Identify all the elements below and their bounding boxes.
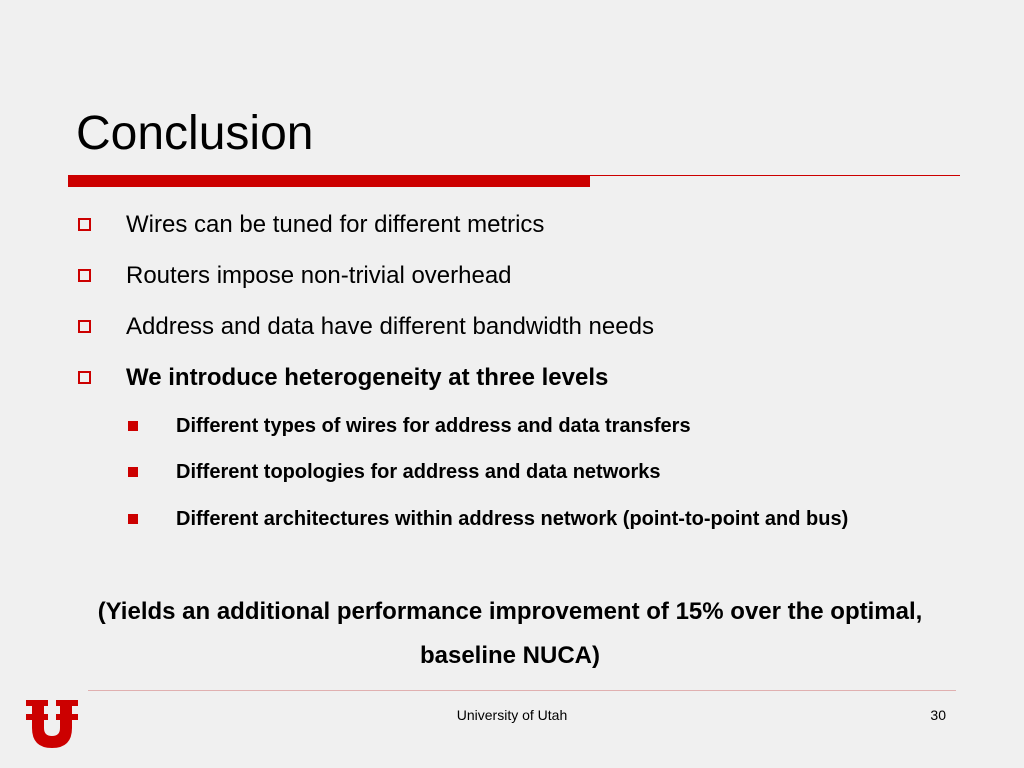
slide-title: Conclusion — [76, 107, 314, 160]
summary-note: (Yields an additional performance improvement of 15% over the optimal, baseline NUCA) — [97, 598, 923, 669]
filled-square-bullet-icon — [128, 514, 138, 524]
sub-bullet-text: Different topologies for address and data networks — [176, 461, 661, 483]
hollow-square-bullet-icon — [78, 320, 91, 333]
footer-divider — [88, 690, 956, 691]
bullet-text: We introduce heterogeneity at three levels — [126, 364, 609, 391]
bullet-text: Address and data have different bandwidth needs — [126, 313, 654, 340]
title-underline-thick — [68, 175, 590, 187]
bullet-text: Wires can be tuned for different metrics — [126, 211, 545, 238]
footer-institution: University of Utah — [456, 707, 568, 723]
hollow-square-bullet-icon — [78, 269, 91, 282]
title-underline-thin — [590, 175, 960, 176]
sub-bullet-text: Different architectures within address network (point-to-point and bus) — [176, 508, 849, 530]
hollow-square-bullet-icon — [78, 371, 91, 384]
bullet-text: Routers impose non-trivial overhead — [126, 262, 512, 289]
hollow-square-bullet-icon — [78, 218, 91, 231]
sub-bullet-text: Different types of wires for address and data transfers — [176, 415, 691, 437]
university-logo-icon — [26, 700, 78, 748]
page-number: 30 — [930, 707, 946, 723]
filled-square-bullet-icon — [128, 421, 138, 431]
filled-square-bullet-icon — [128, 467, 138, 477]
